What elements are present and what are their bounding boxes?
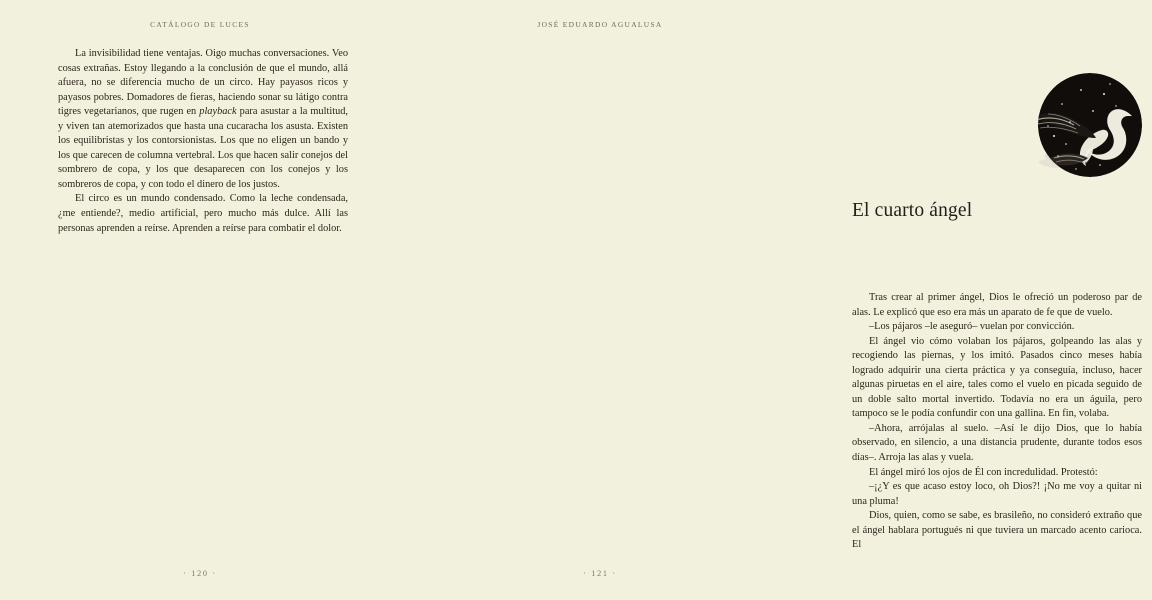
paragraph: –Ahora, arrójalas al suelo. –Así le dijo Dios, que lo había observado, en silencio, a una distancia prudente, durante todos esos días–. Arroja las alas y vuela. bbox=[852, 422, 1142, 464]
paragraph: –¡¿Y es que acaso estoy loco, oh Dios?! ¡No me voy a quitar ni una pluma! bbox=[852, 481, 1142, 507]
page-right bbox=[400, 0, 1142, 600]
illustration-svg bbox=[1036, 70, 1144, 180]
body-text-left bbox=[58, 47, 348, 236]
page-left bbox=[0, 0, 400, 600]
paragraph: El ángel miró los ojos de Él con incredulidad. Protestó: bbox=[869, 466, 1098, 478]
paragraph: –Los pájaros –le aseguró– vuelan por convicción. bbox=[869, 321, 1075, 333]
running-head-right: JOSÉ EDUARDO AGUALUSA bbox=[537, 20, 663, 29]
paragraph: Tras crear al primer ángel, Dios le ofreció un poderoso par de alas. Le explicó que eso era más un aparato de fe que de vuelo. bbox=[852, 292, 1142, 318]
paragraph: El ángel vio cómo volaban los pájaros, golpeando las alas y recogiendo las piernas, y los imitó. Pasados cinco meses había logrado adquirir una cierta práctica y ya conseguía, incluso, hacer algunas piruetas en el aire, tales como el vuelo en picada seguido de un doble salto mortal invertido. Todavía no era un águila, pero tampoco se le podía confundir con una gallina. En fin, volaba. bbox=[852, 335, 1142, 420]
running-head-left: CATÁLOGO DE LUCES bbox=[150, 20, 250, 29]
body-text-right bbox=[852, 291, 1142, 553]
paragraph: La invisibilidad tiene ventajas. Oigo muchas conversaciones. Veo cosas extrañas. Estoy llegando a la conclusión de que el mundo, allá afuera, no se diferencia mucho de un circo. Hay payasos ricos y payasos pobres. Domadores de fieras, haciendo sonar su látigo contra tigres vegetarianos, que rugen en playback para asustar a la multitud, y viven tan atemorizados que hasta una cucaracha los asusta. Existen los equilibristas y los contorsionistas. Los que no eligen un bando y los que carecen de columna vertebral. Los que hacen salir conejos del sombrero de copa, y los que desaparecen con los conejos y los sombreros de copa, y con todo el dinero de los justos. bbox=[58, 48, 349, 190]
paragraph: Dios, quien, como se sabe, es brasileño, no consideró extraño que el ángel hablara portugués ni que tuviera un marcado acento carioca. El bbox=[852, 510, 1142, 551]
folio-right: · 121 · bbox=[583, 569, 617, 578]
italic-word: playback bbox=[199, 106, 237, 118]
folio-left: · 120 · bbox=[183, 569, 217, 578]
circular-ink-illustration bbox=[1036, 70, 1144, 180]
paragraph: El circo es un mundo condensado. Como la leche condensada, ¿me entiende?, medio artificial, pero mucho más dulce. Allí las personas aprenden a reírse. Aprenden a reírse para combatir el dolor. bbox=[58, 193, 348, 234]
chapter-title: El cuarto ángel bbox=[852, 200, 973, 221]
